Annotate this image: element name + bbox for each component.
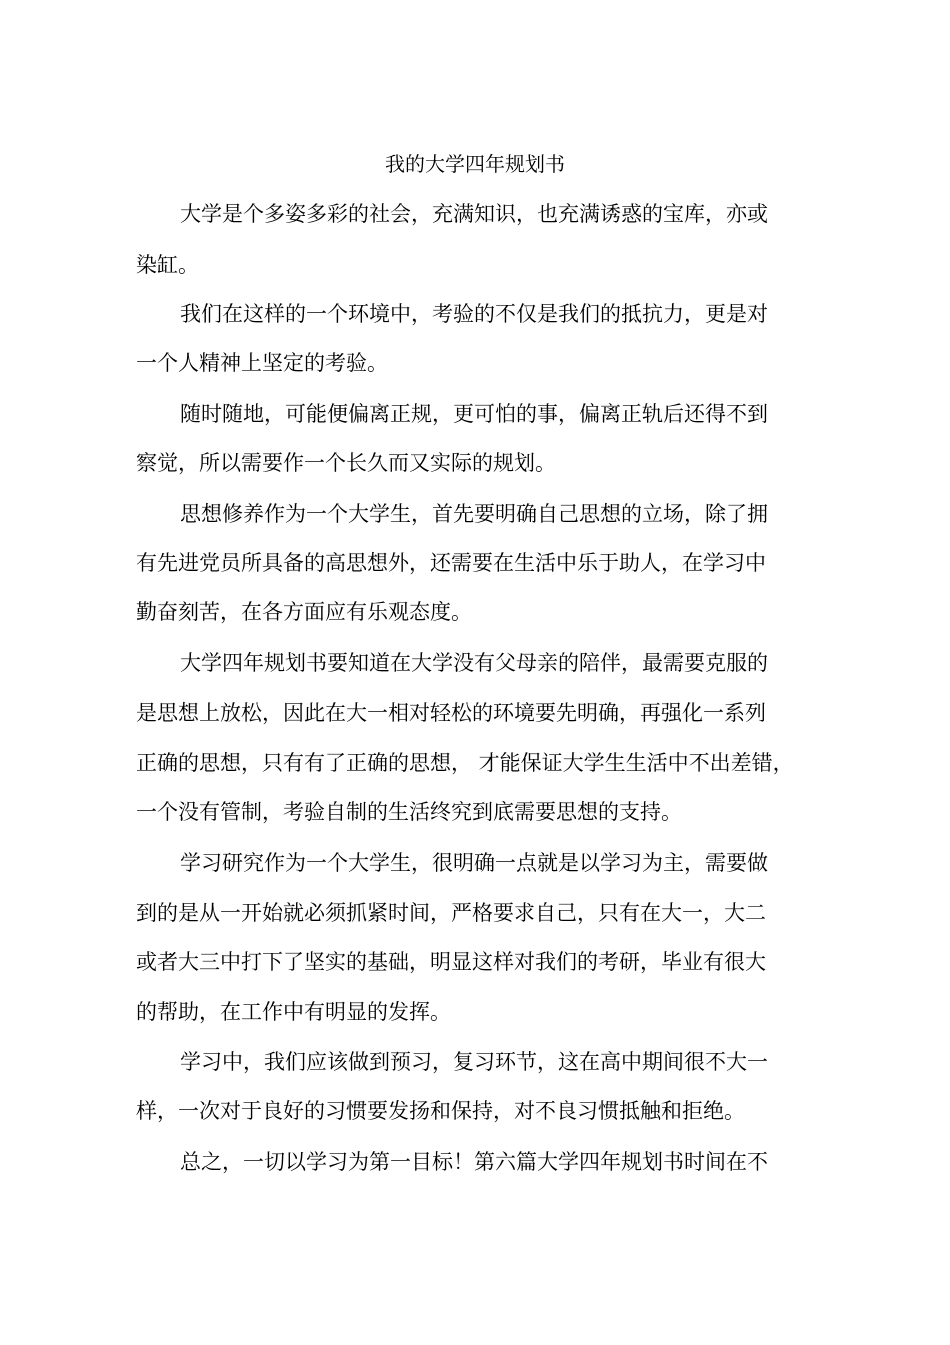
paragraph-6-line-3: 或者大三中打下了坚实的基础，明显这样对我们的考研，毕业有很大 — [136, 950, 766, 974]
paragraph-4-line-2: 有先进党员所具备的高思想外，还需要在生活中乐于助人，在学习中 — [136, 551, 766, 575]
paragraph-3-line-1: 随时随地，可能便偏离正规，更可怕的事，偏离正轨后还得不到 — [180, 402, 768, 426]
paragraph-4-line-3: 勤奋刻苦，在各方面应有乐观态度。 — [136, 600, 472, 624]
paragraph-1-line-1: 大学是个多姿多彩的社会，充满知识，也充满诱惑的宝库，亦或 — [180, 202, 768, 226]
paragraph-4-line-1: 思想修养作为一个大学生，首先要明确自己思想的立场，除了拥 — [180, 502, 768, 526]
paragraph-2-line-2: 一个人精神上坚定的考验。 — [136, 351, 388, 375]
paragraph-6-line-1: 学习研究作为一个大学生，很明确一点就是以学习为主，需要做 — [180, 851, 768, 875]
paragraph-7-line-2: 样，一次对于良好的习惯要发扬和保持，对不良习惯抵触和拒绝。 — [136, 1099, 745, 1123]
paragraph-7-line-1: 学习中，我们应该做到预习，复习环节，这在高中期间很不大一 — [180, 1050, 768, 1074]
paragraph-3-line-2: 察觉，所以需要作一个长久而又实际的规划。 — [136, 451, 556, 475]
paragraph-5-line-2: 是思想上放松，因此在大一相对轻松的环境要先明确，再强化一系列 — [136, 701, 766, 725]
paragraph-2-line-1: 我们在这样的一个环境中，考验的不仅是我们的抵抗力，更是对 — [180, 302, 768, 326]
paragraph-5-line-1: 大学四年规划书要知道在大学没有父母亲的陪伴，最需要克服的 — [180, 651, 768, 675]
paragraph-8-line-1: 总之，一切以学习为第一目标！第六篇大学四年规划书时间在不 — [180, 1150, 768, 1174]
paragraph-5-line-4: 一个没有管制，考验自制的生活终究到底需要思想的支持。 — [136, 800, 682, 824]
paragraph-5-line-3: 正确的思想，只有有了正确的思想， 才能保证大学生生活中不出差错， — [136, 751, 794, 775]
paragraph-6-line-2: 到的是从一开始就必须抓紧时间，严格要求自己，只有在大一，大二 — [136, 901, 766, 925]
paragraph-1-line-2: 染缸。 — [136, 253, 199, 277]
paragraph-6-line-4: 的帮助，在工作中有明显的发挥。 — [136, 1000, 451, 1024]
document-title: 我的大学四年规划书 — [385, 152, 565, 176]
